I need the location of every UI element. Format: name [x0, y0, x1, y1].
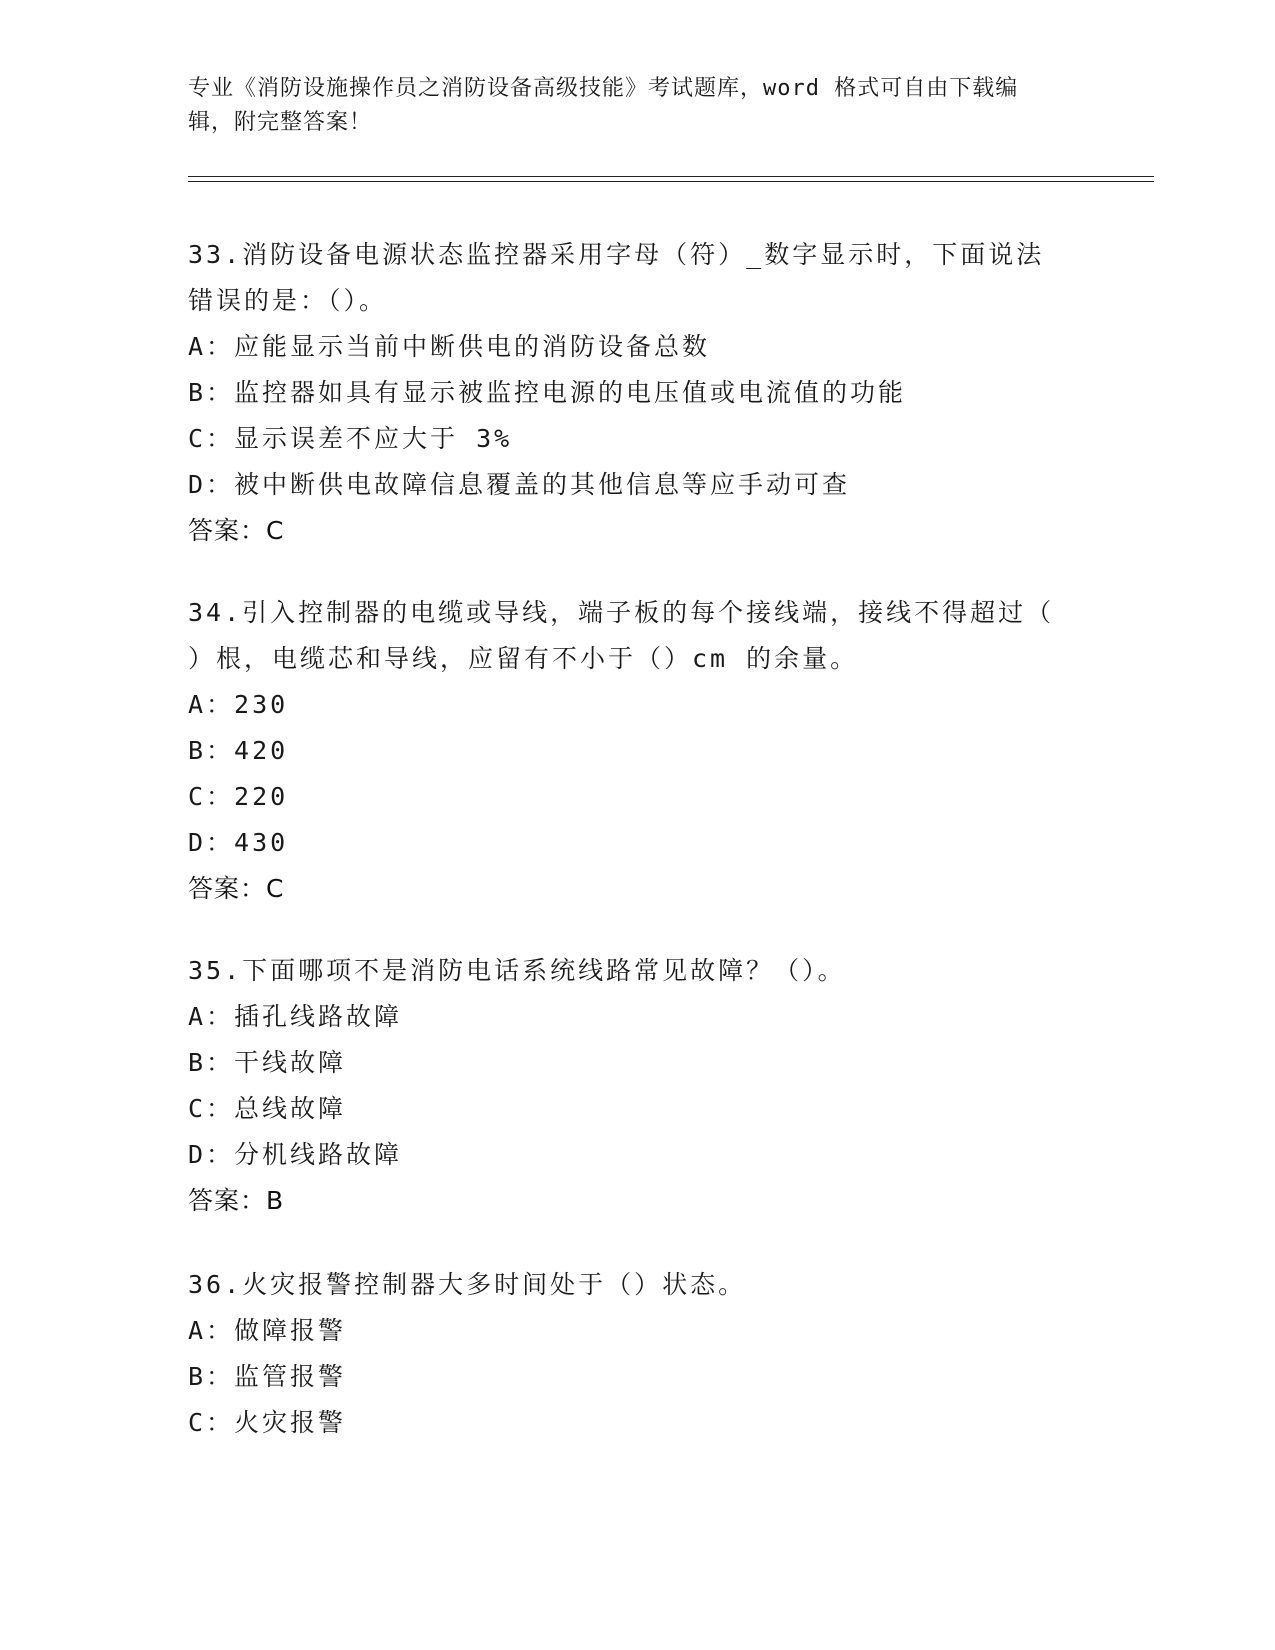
- question-stem-line-2: 错误的是：（）。: [188, 286, 388, 315]
- question-34: [188, 590, 1088, 912]
- question-36: [188, 1262, 1088, 1446]
- answer: 答案：C: [188, 516, 285, 545]
- option-b: B：干线故障: [188, 1048, 347, 1077]
- header-divider-top: [188, 176, 1154, 177]
- option-d: D：430: [188, 828, 289, 857]
- option-c: C：火灾报警: [188, 1408, 347, 1437]
- option-d: D：分机线路故障: [188, 1140, 403, 1169]
- question-stem-line-1: 36.火灾报警控制器大多时间处于（）状态。: [188, 1270, 747, 1299]
- header-line-2: 辑，附完整答案！: [188, 110, 373, 135]
- option-d: D：被中断供电故障信息覆盖的其他信息等应手动可查: [188, 470, 851, 499]
- option-a: A：插孔线路故障: [188, 1002, 403, 1031]
- answer: 答案：C: [188, 874, 285, 903]
- option-c: C：总线故障: [188, 1094, 347, 1123]
- header-divider-bottom: [188, 181, 1154, 182]
- question-stem-line-1: 35.下面哪项不是消防电话系统线路常见故障？（）。: [188, 956, 846, 985]
- option-b: B：监管报警: [188, 1362, 347, 1391]
- header-line-1: 专业《消防设施操作员之消防设备高级技能》考试题库，word 格式可自由下载编: [188, 76, 1019, 101]
- option-c: C：220: [188, 782, 289, 811]
- question-35: [188, 948, 1088, 1224]
- question-stem-line-2: ）根，电缆芯和导线，应留有不小于（）cm 的余量。: [188, 644, 859, 673]
- question-33: [188, 232, 1088, 554]
- option-a: A：230: [188, 690, 289, 719]
- option-c: C：显示误差不应大于 3%: [188, 424, 513, 453]
- option-b: B：监控器如具有显示被监控电源的电压值或电流值的功能: [188, 378, 907, 407]
- question-stem-line-1: 34.引入控制器的电缆或导线，端子板的每个接线端，接线不得超过（: [188, 598, 1055, 627]
- question-stem-line-1: 33.消防设备电源状态监控器采用字母（符）_数字显示时，下面说法: [188, 240, 1045, 269]
- answer: 答案：B: [188, 1186, 285, 1215]
- option-b: B：420: [188, 736, 289, 765]
- document-header: [188, 72, 1068, 140]
- option-a: A：做障报警: [188, 1316, 347, 1345]
- option-a: A：应能显示当前中断供电的消防设备总数: [188, 332, 711, 361]
